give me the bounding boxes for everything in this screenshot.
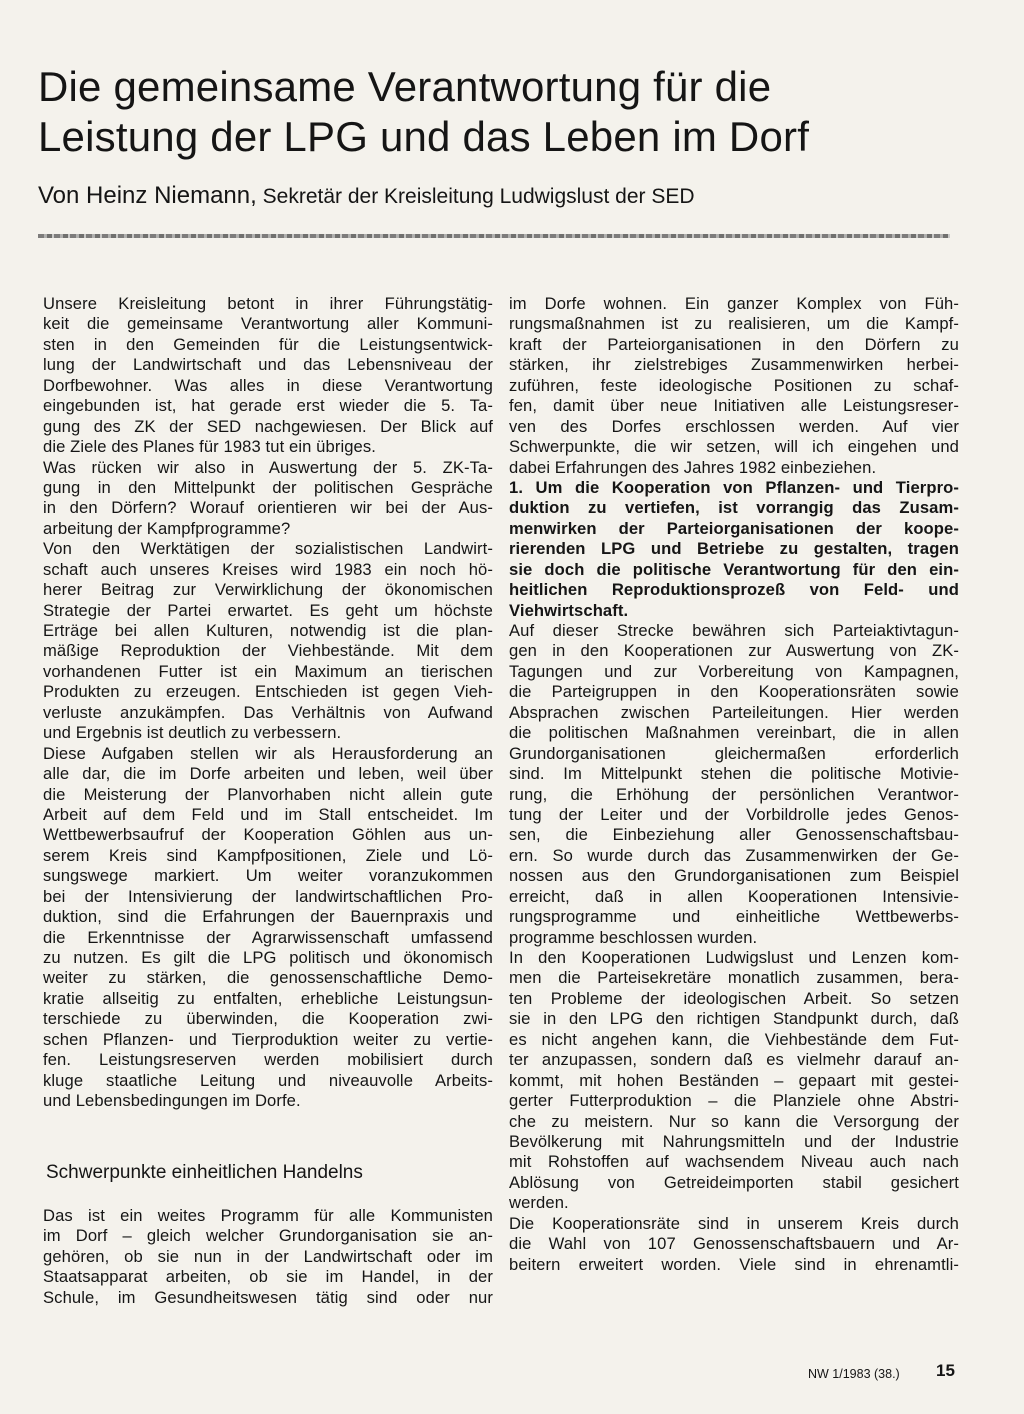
text-line: Dorfbewohner. Was alles in diese Verantwortung	[43, 375, 493, 395]
text-line: sie doch die politische Verantwortung für den ein-	[509, 559, 959, 579]
text-line: sten in den Gemeinden für die Leistungsentwick-	[43, 334, 493, 354]
text-line: ter anzupassen, sondern daß es vielmehr darauf an-	[509, 1050, 959, 1070]
text-line: Diese Aufgaben stellen wir als Herausforderung an	[43, 743, 493, 763]
text-line: schaft auch unseres Kreises wird 1983 ein noch hö-	[43, 559, 493, 579]
text-line: bei der Intensivierung der landwirtschaftlichen Pro-	[43, 886, 493, 906]
text-line: gen in den Kooperationen zur Auswertung von ZK-	[509, 641, 959, 661]
text-line: Auf dieser Strecke bewähren sich Parteiaktivtagun-	[509, 621, 959, 640]
text-line: nossen aus den Grundorganisationen zum Beispiel	[509, 866, 959, 886]
text-line: lung der Landwirtschaft und das Lebensniveau der	[43, 355, 493, 375]
page-number: 15	[936, 1361, 955, 1380]
text-line: ern. So wurde durch das Zusammenwirken der Ge-	[509, 845, 959, 865]
text-line: und Ergebnis ist deutlich zu verbessern.	[43, 723, 342, 743]
byline-role: Sekretär der Kreisleitung Ludwigslust der SED	[262, 185, 695, 208]
text-line: dabei Erfahrungen des Jahres 1982 einbeziehen.	[509, 457, 877, 477]
text-line: kratie allseitig zu entfalten, erhebliche Leistungsun-	[43, 988, 493, 1008]
text-line: terschiede zu überwinden, die Kooperation zwi-	[43, 1009, 493, 1029]
text-line: stärken, ihr zielstrebiges Zusammenwirken herbei-	[509, 355, 959, 375]
text-line: Unsere Kreisleitung betont in ihrer Führungstätig-	[43, 294, 493, 313]
text-line: In den Kooperationen Ludwigslust und Lenzen kom-	[509, 948, 959, 967]
text-line: ten Probleme der ideologischen Arbeit. So setzen	[509, 988, 959, 1008]
text-line: rierenden LPG und Betriebe zu gestalten, tragen	[509, 539, 959, 559]
text-line: fen, damit über neue Initiativen alle Leistungsreser-	[509, 396, 959, 416]
text-line: die politischen Maßnahmen vereinbart, die in allen	[509, 723, 959, 743]
text-line: Von den Werktätigen der sozialistischen Landwirt-	[43, 539, 493, 559]
title-line: Leistung der LPG und das Leben im Dorf	[38, 113, 810, 160]
text-line: gung in den Mittelpunkt der politischen Gespräche	[43, 477, 493, 497]
text-line: rungsmaßnahmen ist zu realisieren, um die Kampf-	[509, 314, 959, 334]
text-line: kluge staatliche Leitung und niveauvolle Arbeits-	[43, 1070, 493, 1090]
text-line: mit Rohstoffen auf wachsendem Niveau auch nach	[509, 1152, 959, 1172]
text-line: keit die gemeinsame Verantwortung aller Kommuni-	[43, 314, 493, 334]
text-line: werden.	[509, 1193, 569, 1213]
text-line: herer Beitrag zur Verwirklichung der ökonomischen	[43, 580, 493, 600]
text-line: tung der Leiter und der Vorbildrolle jedes Genos-	[509, 804, 959, 824]
text-line: gerter Futterproduktion – die Planziele ohne Abstri-	[509, 1091, 959, 1111]
text-line: weiter zu stärken, die genossenschaftliche Demo-	[43, 968, 493, 988]
text-line: che zu meistern. Nur so kann die Versorgung der	[509, 1111, 959, 1131]
text-line: arbeitung der Kampfprogramme?	[43, 518, 291, 538]
text-line: Tagungen und zur Vorbereitung von Kampagnen,	[509, 661, 959, 681]
text-line: Bevölkerung mit Nahrungsmitteln und der Industrie	[509, 1131, 959, 1151]
text-line: Arbeit auf dem Feld und im Stall entscheidet. Im	[43, 804, 493, 824]
text-line: programme beschlossen wurden.	[509, 927, 758, 947]
text-line: rungsprogramme und einheitliche Wettbewerbs-	[509, 907, 959, 927]
text-line: Wettbewerbsaufruf der Kooperation Göhlen aus un-	[43, 825, 493, 845]
text-line: Grundorganisationen gleichermaßen erforderlich	[509, 743, 959, 763]
text-line: in den Dörfern? Worauf orientieren wir bei der Aus-	[43, 498, 493, 518]
text-line: fen. Leistungsreserven werden mobilisiert durch	[43, 1050, 493, 1070]
text-line: sind. Im Mittelpunkt stehen die politische Motivie-	[509, 764, 959, 784]
text-line: sie in den LPG den richtigen Standpunkt durch, daß	[509, 1009, 959, 1029]
text-line: die Meisterung der Planvorhaben nicht allein gute	[43, 784, 493, 804]
text-line: kommt, mit hohen Beständen – gepaart mit gestei-	[509, 1070, 959, 1090]
text-line: gung des ZK der SED nachgewiesen. Der Blick auf	[43, 416, 493, 436]
text-line: Absprachen zwischen Parteileitungen. Hier werden	[509, 702, 959, 722]
text-line: Ablösung von Getreideimporten stabil gesichert	[509, 1172, 959, 1192]
title-rule	[38, 234, 950, 238]
text-line: die Parteigruppen in den Kooperationsräten sowie	[509, 682, 959, 702]
text-line: Produkten zu erzeugen. Entschieden ist gegen Vieh-	[43, 682, 493, 702]
text-line: die Wahl von 107 Genossenschaftsbauern und Ar-	[509, 1234, 959, 1254]
text-line: schen Pflanzen- und Tierproduktion weiter zu vertie-	[43, 1029, 493, 1049]
text-line: kraft der Parteiorganisationen in den Dörfern zu	[509, 334, 959, 354]
byline	[38, 182, 988, 211]
text-line: Staatsapparat arbeiten, ob sie im Handel, in der	[43, 1267, 493, 1287]
text-line: duktion zu vertiefen, ist vorrangig das Zusam-	[509, 498, 959, 518]
text-line: zuführen, feste ideologische Positionen zu schaf-	[509, 375, 959, 395]
text-line: die Ziele des Planes für 1983 tut ein übriges.	[43, 437, 376, 457]
issue-reference: NW 1/1983 (38.)	[808, 1367, 900, 1381]
text-line: ven des Dorfes erschlossen werden. Auf vier	[509, 416, 959, 436]
text-line: Was rücken wir also in Auswertung der 5. ZK-Ta-	[43, 457, 493, 477]
text-line: sen, die Einbeziehung aller Genossenschaftsbau-	[509, 825, 959, 845]
text-line: Schule, im Gesundheitswesen tätig sind oder nur	[43, 1287, 493, 1307]
text-line: Strategie der Partei erwartet. Es geht um höchste	[43, 600, 493, 620]
text-line: zu nutzen. Es gilt die LPG politisch und ökonomisch	[43, 948, 493, 967]
text-line: serem Kreis sind Kampfpositionen, Ziele und Lö-	[43, 845, 493, 865]
text-line: menwirken der Parteiorganisationen der koope-	[509, 518, 959, 538]
text-line: alle dar, die im Dorfe arbeiten und leben, weil über	[43, 764, 493, 784]
text-line: und Lebensbedingungen im Dorfe.	[43, 1091, 301, 1111]
text-line: im Dorfe wohnen. Ein ganzer Komplex von Füh-	[509, 294, 959, 313]
text-line: im Dorf – gleich welcher Grundorganisation sie an-	[43, 1226, 493, 1246]
text-line: sungswege markiert. Um weiter voranzukommen	[43, 866, 493, 886]
text-line: rung, die Erhöhung der persönlichen Verantwor-	[509, 784, 959, 804]
text-line: Viehwirtschaft.	[509, 600, 629, 620]
text-line: mäßige Reproduktion der Viehbestände. Mit dem	[43, 641, 493, 661]
byline-author: Von Heinz Niemann,	[38, 182, 257, 209]
text-line: gehören, ob sie nun in der Landwirtschaft oder im	[43, 1246, 493, 1266]
text-line: eingebunden ist, hat gerade erst wieder die 5. Ta-	[43, 396, 493, 416]
left-column	[43, 294, 493, 1112]
text-line: duktion, sind die Erfahrungen der Bauernpraxis und	[43, 907, 493, 927]
text-line: verluste anzukämpfen. Das Verhältnis von Aufwand	[43, 702, 493, 722]
text-line: beitern erweitert worden. Viele sind in ehrenamtli-	[509, 1254, 959, 1274]
text-line: Erträge bei allen Kulturen, notwendig ist die plan-	[43, 621, 493, 640]
text-line: heitlichen Reproduktionsprozeß von Feld- und	[509, 580, 959, 600]
text-line: men die Parteisekretäre monatlich zusammen, bera-	[509, 968, 959, 988]
left-column-continued	[43, 1206, 493, 1308]
text-line: erreicht, daß in allen Kooperationen Intensivie-	[509, 886, 959, 906]
title-line: Die gemeinsame Verantwortung für die	[38, 63, 772, 110]
text-line: es nicht angehen kann, die Viehbestände dem Fut-	[509, 1029, 959, 1049]
article-title	[38, 62, 988, 162]
right-column	[509, 294, 959, 1275]
text-line: Das ist ein weites Programm für alle Kommunisten	[43, 1206, 493, 1225]
text-line: die Erkenntnisse der Agrarwissenschaft umfassend	[43, 927, 493, 947]
section-subheading: Schwerpunkte einheitlichen Handelns	[46, 1162, 363, 1183]
text-line: Die Kooperationsräte sind in unserem Kreis durch	[509, 1213, 959, 1233]
text-line: 1. Um die Kooperation von Pflanzen- und Tierpro-	[509, 477, 959, 497]
text-line: Schwerpunkte, die wir setzen, will ich eingehen und	[509, 437, 959, 457]
text-line: vorhandenen Futter ist ein Maximum an tierischen	[43, 661, 493, 681]
